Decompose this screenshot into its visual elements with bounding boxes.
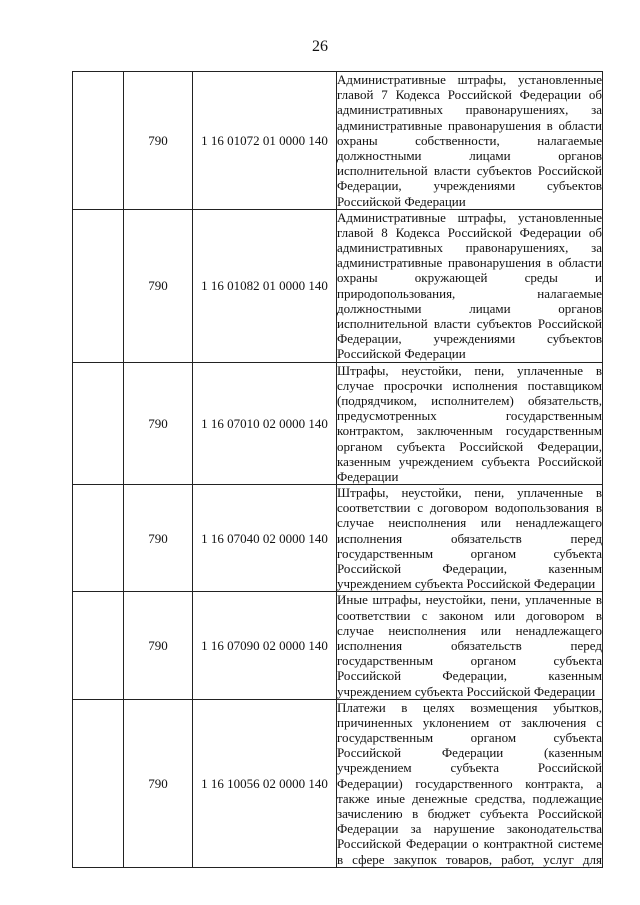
admin-code-cell: 790 (124, 699, 193, 867)
description-line: исполнительной власти субъектов Российской (337, 163, 602, 179)
description-line: Федерации) государственного контракта, а (337, 775, 602, 791)
kbk-code-cell: 1 16 07040 02 0000 140 (193, 485, 337, 592)
description-line: Российской Федерации, казенным (337, 668, 602, 684)
description-line: соответствии с договором водопользования в (337, 500, 602, 516)
table-row (73, 72, 603, 210)
kbk-code-cell: 1 16 07010 02 0000 140 (193, 362, 337, 485)
description-line: главой 8 Кодекса Российской Федерации об (337, 224, 602, 240)
description-line: соответствии с законом или договором в (337, 607, 602, 623)
description-line: предусмотренных государственным (337, 408, 602, 424)
admin-code-cell: 790 (124, 592, 193, 699)
description-line: зачислению в бюджет субъекта Российской (337, 806, 602, 821)
kbk-code-cell: 1 16 01072 01 0000 140 (193, 72, 337, 210)
description-line: Российской Федерации (казенным (337, 745, 602, 761)
description-line: административных правонарушениях, за (337, 102, 602, 118)
description-text (337, 210, 602, 362)
kbk-code-cell: 1 16 01082 01 0000 140 (193, 209, 337, 362)
description-line: Российской Федерации о контрактной системе (337, 836, 602, 852)
description-line: органом субъекта Российской Федерации, (337, 438, 602, 454)
admin-code-cell: 790 (124, 209, 193, 362)
admin-code-cell: 790 (124, 362, 193, 485)
admin-code-cell: 790 (124, 485, 193, 592)
description-line: государственным органом субъекта (337, 545, 602, 561)
description-line: контрактом, заключенным государственным (337, 423, 602, 439)
description-line: должностными лицами органов (337, 147, 602, 163)
description-line: исполнения обязательств перед (337, 530, 602, 546)
empty-cell (73, 209, 124, 362)
description-line: охраны окружающей среды и (337, 270, 602, 286)
kbk-code-cell: 1 16 07090 02 0000 140 (193, 592, 337, 699)
table-row (73, 362, 603, 485)
empty-cell (73, 485, 124, 592)
description-line: Федерации, учреждениями субъектов (337, 331, 602, 347)
description-line: Административные штрафы, установленные (337, 72, 602, 87)
description-line: Федерации (337, 468, 399, 484)
description-text (337, 700, 602, 867)
description-line: Иные штрафы, неустойки, пени, уплаченные в (337, 592, 602, 608)
description-line: государственным органом субъекта (337, 653, 602, 669)
page-number: 26 (312, 38, 328, 55)
table-row (73, 699, 603, 867)
description-line: административных правонарушениях, за (337, 240, 602, 256)
empty-cell (73, 72, 124, 210)
description-line: Федерации за нарушение законодательства (337, 821, 602, 837)
description-cell (337, 362, 603, 485)
description-line: природопользования, налагаемые (337, 285, 602, 301)
description-line: (подрядчиком, исполнителем) обязательств, (337, 392, 602, 408)
description-line: случае неисполнения или ненадлежащего (337, 515, 602, 531)
description-line: Административные штрафы, установленные (337, 209, 602, 225)
description-line: административные правонарушения в области (337, 255, 602, 271)
description-text (337, 363, 602, 485)
table-row (73, 485, 603, 592)
description-line: государственным органом субъекта (337, 730, 602, 746)
table-row (73, 592, 603, 699)
description-line: исполнительной власти субъектов Российской (337, 316, 602, 331)
description-line: учреждением субъекта Российской Федерации (337, 576, 596, 592)
description-line: Федерации, учреждениями субъектов (337, 178, 602, 194)
description-text (337, 72, 602, 209)
empty-cell (73, 699, 124, 867)
description-cell (337, 485, 603, 592)
description-cell (337, 592, 603, 699)
description-text (337, 592, 602, 698)
description-line: главой 7 Кодекса Российской Федерации об (337, 87, 602, 103)
revenue-codes-table (72, 71, 603, 868)
empty-cell (73, 592, 124, 699)
description-line: Российской Федерации (337, 346, 466, 362)
description-cell (337, 72, 603, 210)
description-line: случае неисполнения или ненадлежащего (337, 622, 602, 638)
admin-code-cell: 790 (124, 72, 193, 210)
description-line: причиненных уклонением от заключения с (337, 714, 602, 730)
empty-cell (73, 362, 124, 485)
description-text (337, 485, 602, 591)
table-body (73, 72, 603, 868)
table-row (73, 209, 603, 362)
description-cell (337, 699, 603, 867)
description-line: случае просрочки исполнения поставщиком (337, 377, 602, 393)
description-line: также иные денежные средства, подлежащие (337, 790, 602, 806)
description-line: Российской Федерации, казенным (337, 561, 602, 576)
description-line: Платежи в целях возмещения убытков, (337, 699, 602, 715)
description-line: Штрафы, неустойки, пени, уплаченные в (337, 362, 602, 378)
description-line: учреждением субъекта Российской (337, 760, 602, 776)
kbk-code-cell: 1 16 10056 02 0000 140 (193, 699, 337, 867)
description-line: должностными лицами органов (337, 300, 602, 316)
description-line: учреждением субъекта Российской Федерации (337, 683, 596, 699)
description-line: Штрафы, неустойки, пени, уплаченные в (337, 485, 602, 501)
description-line: охраны собственности, налагаемые (337, 132, 602, 148)
description-line: казенным учреждением субъекта Российской (337, 453, 602, 469)
description-line: в сфере закупок товаров, работ, услуг для (337, 851, 602, 867)
description-cell (337, 209, 603, 362)
description-line: административные правонарушения в области (337, 117, 602, 133)
description-line: Российской Федерации (337, 193, 466, 209)
description-line: исполнения обязательств перед (337, 637, 602, 653)
